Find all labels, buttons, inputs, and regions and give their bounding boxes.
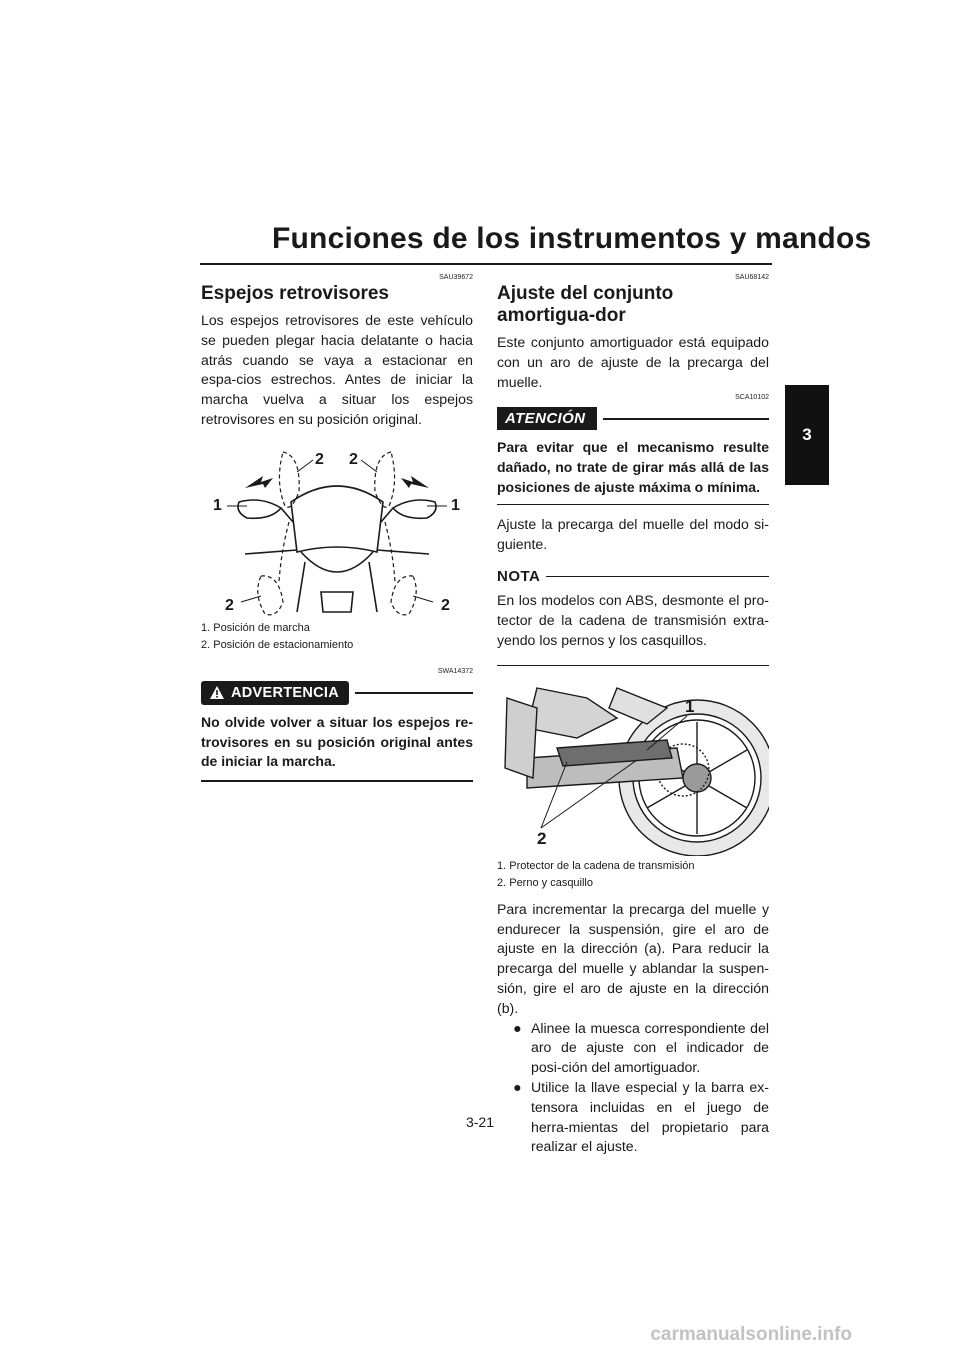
left-column (201, 272, 473, 782)
mirrors-figure (201, 442, 473, 618)
figure-label: 2 (441, 596, 450, 614)
list-item: ● Alinee la muesca correspondiente del aro de ajuste con el indicador de posi-ción del amortiguador. (513, 1019, 769, 1076)
attention-code: SCA10102 (735, 394, 769, 402)
chapter-tab: 3 (785, 385, 829, 485)
mirrors-captions (201, 620, 473, 654)
warning-badge (201, 681, 349, 705)
section-code: SAU39672 (439, 274, 473, 281)
figure-label: 2 (537, 828, 547, 848)
note-label: NOTA (497, 568, 541, 586)
figure-label: 2 (315, 450, 324, 468)
section-heading-shock: Ajuste del conjunto amortigua-dor (497, 283, 674, 326)
watermark: carmanualsonline.info (650, 1324, 852, 1345)
figure-label: 2 (225, 596, 234, 614)
list-item-text: Alinee la muesca correspondiente del aro de ajuste con el indicador de posi-ción del amortiguador. (531, 1019, 769, 1076)
figure-label: 1 (213, 496, 222, 514)
shock-para3: Para incrementar la precarga del muelle y endurecer la suspensión, gire el aro de ajuste en la dirección (a). Para reducir la precarga del muelle y ablandar la suspen-sión, gire el aro de ajuste en la dirección (b). (497, 900, 769, 1016)
attention-bottom-rule (497, 504, 769, 505)
procedure-list (497, 1019, 769, 1158)
chain-figure (497, 678, 769, 856)
figure-label: 2 (349, 450, 358, 468)
warning-label: ADVERTENCIA (231, 684, 340, 701)
section-heading-mirrors: Espejos retrovisores (201, 283, 389, 304)
note-header (497, 568, 769, 585)
mirrors-paragraph: Los espejos retrovisores de este vehículo se pueden plegar hacia delatante o hacia atrás cuando se vaya a estacionar en espa-cios estrechos. Antes de iniciar la marcha vuelva a situar los espejos retrovisores en su posición original. (201, 312, 473, 427)
attention-badge: ATENCIÓN (497, 407, 597, 430)
mirrors-illustration (201, 442, 473, 618)
header-rule (200, 263, 772, 265)
note-text: En los modelos con ABS, desmonte el pro-tector de la cadena de transmisión extra-yendo los pernos y los casquillos. (497, 592, 769, 648)
attention-header (497, 407, 769, 430)
figure-label: 1 (685, 696, 695, 716)
caption-line: 2. Posición de estacionamiento (201, 638, 354, 651)
shock-intro: Este conjunto amortiguador está equipado con un aro de ajuste de la precarga del muelle. (497, 334, 769, 390)
page-number: 3-21 (465, 1114, 495, 1130)
warning-text: No olvide volver a situar los espejos re-trovisores en su posición original antes de iniciar la marcha. (201, 713, 473, 770)
chain-captions (497, 858, 769, 892)
caption-line: 2. Perno y casquillo (497, 876, 593, 889)
attention-text: Para evitar que el mecanismo resulte dañado, no trate de girar más allá de las posiciones de ajuste máxima o mínima. (497, 439, 769, 495)
list-item-text: Utilice la llave especial y la barra ex-tensora incluidas en el juego de herra-mientas del propietario para realizar el ajuste. (531, 1078, 769, 1155)
section-code: SAU68142 (735, 274, 769, 281)
note-bottom-rule (497, 665, 769, 666)
caption-line: 1. Posición de marcha (201, 621, 310, 634)
warning-triangle-icon (209, 685, 225, 700)
warning-bottom-rule (201, 780, 473, 782)
page-title: Funciones de los instrumentos y mandos (272, 222, 872, 255)
shock-para2: Ajuste la precarga del muelle del modo si-guiente. (497, 515, 769, 552)
warning-code: SWA14372 (437, 667, 473, 675)
right-column (497, 272, 769, 1157)
caption-line: 1. Protector de la cadena de transmisión (497, 859, 695, 872)
figure-label: 1 (451, 496, 460, 514)
chain-illustration (497, 678, 769, 856)
warning-header (201, 681, 473, 705)
list-item: ● Utilice la llave especial y la barra ex-tensora incluidas en el juego de herra-mientas del propietario para realizar el ajuste. (513, 1078, 769, 1155)
